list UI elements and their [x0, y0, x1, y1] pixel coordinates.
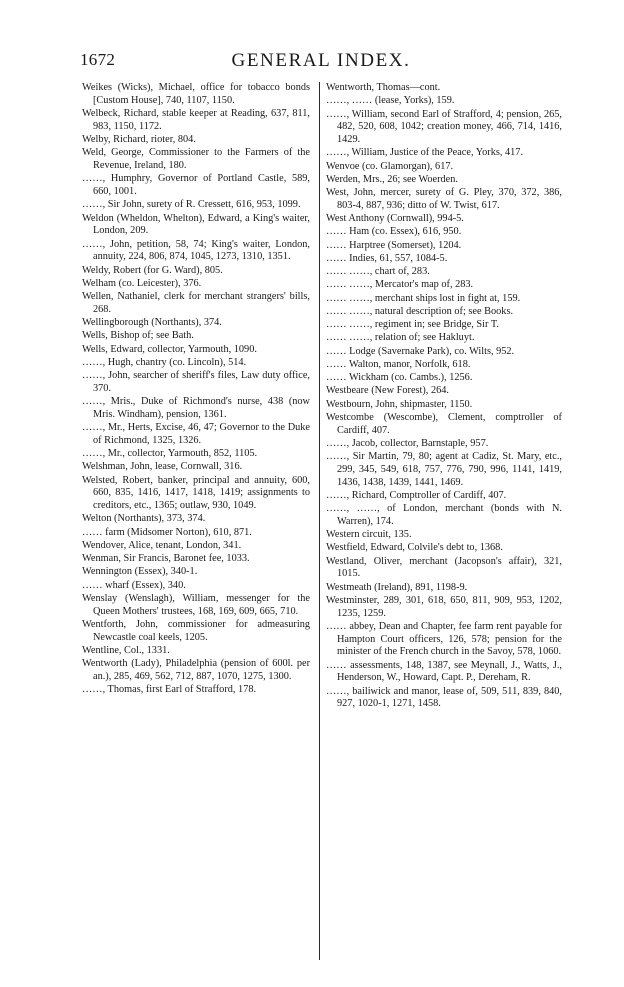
index-entry: …… Indies, 61, 557, 1084-5. — [326, 252, 448, 264]
index-entry: ……, bailiwick and manor, lease of, 509, 511, 839, 840, 927, 1020-1, 1271, 1458. — [326, 685, 562, 710]
index-entry: Wentworth (Lady), Philadelphia (pension of 600l. per an.), 285, 469, 562, 712, 887, 1070, 1275, 1300. — [82, 658, 310, 682]
index-entry: …… abbey, Dean and Chapter, fee farm rent payable for Hampton Court officers, 126, 578; pension for the minister of the French church in the Savoy, 578, 1060. — [326, 620, 562, 658]
index-entry: Welham (co. Leicester), 376. — [82, 277, 202, 289]
page-title: GENERAL INDEX. — [231, 50, 411, 71]
index-entry: Wellen, Nathaniel, clerk for merchant strangers' bills, 268. — [82, 291, 310, 315]
index-entry: Wells, Bishop of; see Bath. — [82, 330, 194, 342]
index-entry: Westbeare (New Forest), 264. — [326, 385, 449, 397]
index-entry: Welbeck, Richard, stable keeper at Reading, 637, 811, 983, 1150, 1172. — [82, 108, 310, 132]
index-entry: …… ……, relation of; see Hakluyt. — [326, 332, 475, 344]
index-entry: …… Harptree (Somerset), 1204. — [326, 239, 462, 251]
index-entry: Wenvoe (co. Glamorgan), 617. — [326, 160, 454, 172]
index-entry: Weldon (Wheldon, Whelton), Edward, a King's waiter, London, 209. — [82, 212, 310, 237]
index-entry: Western circuit, 135. — [326, 529, 412, 540]
index-entry: ……, Thomas, first Earl of Strafford, 178. — [82, 684, 257, 695]
index-column-left — [82, 82, 310, 697]
index-entry: Welton (Northants), 373, 374. — [82, 513, 206, 525]
index-entry: Wenslay (Wenslagh), William, messenger for the Queen Mothers' trustees, 168, 169, 609, 665, 710. — [82, 592, 310, 617]
index-entry: ……, William, Justice of the Peace, Yorks, 417. — [326, 147, 524, 159]
index-entry: Weld, George, Commissioner to the Farmers of the Revenue, Ireland, 180. — [82, 147, 310, 171]
index-entry: ……, Sir Martin, 79, 80; agent at Cadiz, St. Mary, etc., 299, 345, 549, 618, 757, 776, 790, 996, 1141, 1419, 1436, 1438, 1439, 1441, 1469. — [326, 451, 562, 488]
index-entry: Wentline, Col., 1331. — [82, 644, 170, 656]
index-column-right — [326, 82, 562, 712]
index-entry: ……, Sir John, surety of R. Cressett, 616, 953, 1099. — [82, 199, 301, 211]
index-entry: Wentforth, John, commissioner for admeasuring Newcastle coal keels, 1205. — [82, 618, 310, 643]
column-divider — [319, 82, 320, 960]
index-entry: Wenman, Sir Francis, Baronet fee, 1033. — [82, 553, 250, 564]
index-entry: …… ……, regiment in; see Bridge, Sir T. — [326, 319, 499, 330]
page-header — [80, 50, 562, 74]
index-entry: ……, Mr., collector, Yarmouth, 852, 1105. — [82, 448, 258, 459]
index-entry: …… Walton, manor, Norfolk, 618. — [326, 358, 471, 370]
index-entry: …… wharf (Essex), 340. — [82, 579, 186, 591]
index-entry: Westland, Oliver, merchant (Jacopson's affair), 321, 1015. — [326, 555, 562, 580]
index-entry: Werden, Mrs., 26; see Woerden. — [326, 173, 458, 185]
index-entry: Westmeath (Ireland), 891, 1198-9. — [326, 581, 468, 593]
index-entry: Westfield, Edward, Colvile's debt to, 1368. — [326, 542, 503, 554]
index-entry: ……, Humphry, Governor of Portland Castle, 589, 660, 1001. — [82, 173, 310, 197]
page-number: 1672 — [80, 50, 116, 69]
index-entry: Westcombe (Wescombe), Clement, comptroller of Cardiff, 407. — [326, 411, 562, 436]
index-entry: …… assessments, 148, 1387, see Meynall, J., Watts, J., Henderson, W., Howard, Capt. P., Dereham, R. — [326, 659, 562, 684]
index-entry: ……, ……, of London, merchant (bonds with N. Warren), 174. — [326, 503, 562, 527]
index-entry: ……, Richard, Comptroller of Cardiff, 407. — [326, 489, 507, 501]
index-entry: …… Lodge (Savernake Park), co. Wilts, 952. — [326, 345, 515, 357]
index-entry: Welby, Richard, rioter, 804. — [82, 134, 196, 145]
index-entry: ……, Mr., Herts, Excise, 46, 47; Governor to the Duke of Richmond, 1325, 1326. — [82, 422, 310, 446]
index-entry: Wellingborough (Northants), 374. — [82, 317, 222, 328]
index-entry: ……, Jacob, collector, Barnstaple, 957. — [326, 437, 489, 449]
index-entry: West, John, mercer, surety of G. Pley, 370, 372, 386, 803-4, 887, 936; ditto of W. Twist, 617. — [326, 187, 562, 211]
index-entry: Westminster, 289, 301, 618, 650, 811, 909, 953, 1202, 1235, 1259. — [326, 594, 562, 619]
index-entry: ……, Mris., Duke of Richmond's nurse, 438 (now Mris. Windham), pension, 1361. — [82, 396, 310, 420]
index-entry: Wentworth, Thomas—cont. — [326, 82, 441, 93]
index-entry: ……, John, petition, 58, 74; King's waiter, London, annuity, 224, 806, 874, 1045, 1273, 1310, 1351. — [82, 238, 310, 263]
index-entry: Wennington (Essex), 340-1. — [82, 566, 198, 578]
index-entry: …… farm (Midsomer Norton), 610, 871. — [82, 526, 252, 538]
index-entry: West Anthony (Cornwall), 994-5. — [326, 213, 464, 224]
index-entry: Welsted, Robert, banker, principal and annuity, 600, 660, 835, 1416, 1417, 1418, 1419; assignments to creditors, etc., 1365; outlaw, 930, 1049. — [82, 474, 310, 511]
index-entry: ……, William, second Earl of Strafford, 4; pension, 265, 482, 520, 608, 1042; creation money, 466, 714, 1416, 1429. — [326, 108, 562, 145]
index-entry: Westbourn, John, shipmaster, 1150. — [326, 398, 473, 410]
index-entry: …… ……, chart of, 283. — [326, 266, 430, 277]
index-entry: ……, Hugh, chantry (co. Lincoln), 514. — [82, 356, 247, 368]
index-entry: …… ……, merchant ships lost in fight at, 159. — [326, 292, 521, 304]
index-entry: Wendover, Alice, tenant, London, 341. — [82, 539, 242, 551]
index-entry: …… ……, Mercator's map of, 283. — [326, 279, 474, 291]
index-entry: Wells, Edward, collector, Yarmouth, 1090. — [82, 343, 257, 355]
index-entry: Weikes (Wicks), Michael, office for tobacco bonds [Custom House], 740, 1107, 1150. — [82, 82, 310, 106]
index-entry: Welshman, John, lease, Cornwall, 316. — [82, 461, 243, 473]
index-entry: Weldy, Robert (for G. Ward), 805. — [82, 264, 223, 276]
index-entry: …… Wickham (co. Cambs.), 1256. — [326, 372, 473, 383]
index-entry: …… Ham (co. Essex), 616, 950. — [326, 226, 462, 238]
index-entry: ……, …… (lease, Yorks), 159. — [326, 95, 455, 107]
index-entry: ……, John, searcher of sheriff's files, Law duty office, 370. — [82, 370, 310, 394]
index-entry: …… ……, natural description of; see Books. — [326, 305, 514, 317]
